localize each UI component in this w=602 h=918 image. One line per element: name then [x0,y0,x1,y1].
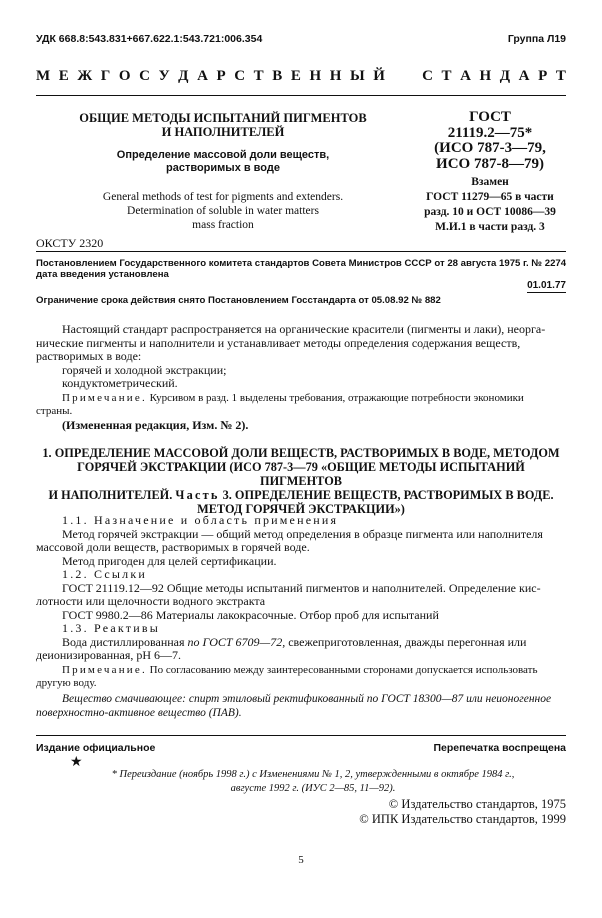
intro-paragraph [36,323,566,391]
gost-line3: (ИСО 787-3—79, [434,140,546,156]
gost-designation [414,110,566,172]
footer-rule [36,735,566,736]
section-1-2-line3: ГОСТ 9980.2—86 Материалы лакокрасочные. Отбор проб для испытаний [62,607,439,622]
banner-letter: Е [290,67,301,84]
banner-letter: А [197,67,208,84]
instead-line1: ГОСТ 11279—65 в части [426,191,554,203]
section-1-3-line2: деионизированная, pH 6—7. [36,648,182,662]
section-1-3-title: 1.3. Реактивы [62,621,160,635]
section-1-1-line1: Метод горячей экстракции — общий метод определения в образце пигмента или наполнителя [62,526,543,541]
banner-letter: Н [479,67,492,84]
intro-item-conductometric: кондуктометрический. [62,376,178,390]
intro-item-hot-cold: горячей и холодной экстракции; [62,362,227,377]
section-1-1-line2: массовой доли веществ, растворимых в горячей воде. [36,540,310,554]
banner-letter: Д [178,67,189,84]
group-code: Группа Л19 [507,33,566,45]
reprint-prohibited: Перепечатка воспрещена [433,742,566,754]
section1-heading-line3c: 3. ОПРЕДЕЛЕНИЕ ВЕЩЕСТВ, РАСТВОРИМЫХ В ВОДЕ. [219,488,554,502]
banner-letter: Д [499,67,511,84]
intro-line3: растворимых в воде: [36,349,142,363]
official-edition: Издание официальное [36,742,156,754]
title-sub [36,149,410,175]
gost-instead [414,175,566,235]
banner-letter: Г [100,67,111,84]
section-1-2 [36,568,566,622]
section-1-1 [36,514,566,568]
title-rule [36,251,566,252]
intro-line1: Настоящий стандарт распространяется на органические красители (пигменты и лаки), неорга- [62,322,546,336]
reissue-line1: * Переиздание (ноябрь 1998 г.) с Изменениями № 1, 2, утвержденными в октябре 1984 г., [111,769,515,780]
section1-heading-line2: ГОРЯЧЕЙ ЭКСТРАКЦИИ (ИСО 787-3—79 «ОБЩИЕ МЕТОДЫ ИСПЫТАНИЙ ПИГМЕНТОВ [77,460,525,488]
instead-line3: М.И.1 в части разд. 3 [435,221,545,233]
title-english [36,190,410,232]
wetting-agent-line2: поверхностно-активное вещество (ПАВ). [36,706,242,719]
interstate-standard-banner [36,66,566,86]
banner-letter: Т [253,67,264,84]
intro-note-label: Примечание. [62,392,147,404]
decree-text [36,258,572,280]
section-1-2-line2: лотности или щелочности водного экстракта [36,594,266,608]
title-en-line2: Determination of soluble in water matters [127,205,319,217]
decree-line1: Постановлением Государственного комитета стандартов Совета Министров СССР от 28 августа 1975 г. № 2274 [36,258,567,269]
gost-line2: 21119.2—75* [447,124,533,141]
header-rule [36,95,566,96]
banner-letter: У [158,67,170,84]
title-en-line1: General methods of test for pigments and extenders. [102,191,344,203]
validity-limit: Ограничение срока действия снято Постановлением Госстандарта от 05.08.92 № 882 [36,295,441,306]
banner-letter: Е [58,67,69,84]
intro-note [36,392,566,417]
banner-letter: Р [216,67,226,84]
section1-heading-line1: 1. ОПРЕДЕЛЕНИЕ МАССОВОЙ ДОЛИ ВЕЩЕСТВ, РАСТВОРИМЫХ В ВОДЕ, МЕТОДОМ [42,446,560,460]
copyright-1999: © ИПК Издательство стандартов, 1999 [359,812,566,826]
wetting-agent-line1: Вещество смачивающее: спирт этиловый ректификованный по ГОСТ 18300—87 или неионогенное [62,693,552,705]
banner-letter: А [460,67,471,84]
section-1-3-note-line2: другую воду. [36,676,97,689]
copyright-1975: © Издательство стандартов, 1975 [388,797,566,811]
reissue-line2: августе 1992 г. (ИУС 2—85, 11—92). [230,782,396,794]
section-1-3-water-desc: свежеприготовленная, дважды перегонная или [285,634,527,649]
title-main-line1: ОБЩИЕ МЕТОДЫ ИСПЫТАНИЙ ПИГМЕНТОВ [79,111,367,125]
banner-letter: Р [538,67,548,84]
udc-code: УДК 668.8:543.831+667.622.1:543.721:006.354 [36,33,263,45]
banner-letter: Ы [349,67,365,84]
gost-line4: ИСО 787-8—79) [436,155,544,172]
star-icon: ★ [70,755,83,770]
section-1-2-title: 1.2. Ссылки [62,567,147,581]
section-1-1-title: 1.1. Назначение и область применения [62,513,339,527]
title-main [36,111,410,139]
section-1-3-water: Вода дистиллированная [62,634,188,649]
section1-heading-line3a: И НАПОЛНИТЕЛЕЙ. [48,488,176,502]
banner-letter: Т [441,67,452,84]
instead-label: Взамен [471,176,509,188]
section1-heading-part: Часть [175,488,220,502]
title-en-line3: mass fraction [192,219,254,231]
banner-letter: Н [309,67,322,84]
section-1-3 [36,622,566,663]
banner-letter: С [234,67,246,84]
section-1-1-line3: Метод пригоден для целей сертификации. [62,553,277,568]
title-sub-line1: Определение массовой доли веществ, [116,149,330,161]
banner-letter: А [518,67,530,84]
wetting-agent [36,693,566,720]
section-1-3-gost-ref: по ГОСТ 6709—72, [187,634,286,649]
section-1-3-note-text: По согласованию между заинтересованными сторонами допускается использовать [146,664,538,676]
okstu-code: ОКСТУ 2320 [36,236,104,250]
intro-note-text: Курсивом в разд. 1 выделены требования, отражающие потребности экономики [146,392,524,404]
intro-note-line2: страны. [36,404,73,417]
page-number: 5 [298,854,304,866]
banner-letter: Й [373,67,385,84]
instead-line2: разд. 10 и ОСТ 10086—39 [424,206,556,218]
section-1-3-note [36,664,566,689]
banner-letter: М [36,67,51,84]
introduction-date: 01.01.77 [527,280,566,291]
banner-letter: С [422,67,433,84]
intro-edition: (Измененная редакция, Изм. № 2). [62,418,249,432]
title-main-line2: И НАПОЛНИТЕЛЕЙ [161,125,285,139]
banner-letter: В [272,67,283,84]
section-1-2-line1: ГОСТ 21119.12—92 Общие методы испытаний пигментов и наполнителей. Определение кис- [62,580,541,595]
copyright-block [359,797,566,827]
banner-letter: Ж [77,67,93,84]
intro-line2: нические пигменты и наполнители и устанавливает методы определения содержания веществ, [36,335,521,350]
section-1-3-note-label: Примечание. [62,664,147,676]
decree-line2: дата введения установлена [36,269,169,280]
reissue-note [60,768,566,795]
gost-line1: ГОСТ [469,109,511,125]
section1-heading [36,446,566,516]
banner-letter: О [118,67,131,84]
banner-letter: С [139,67,150,84]
banner-letter: Т [555,67,566,84]
banner-letter: Н [329,67,342,84]
title-sub-line2: растворимых в воде [166,162,280,174]
section1-heading-line4: МЕТОД ГОРЯЧЕЙ ЭКСТРАКЦИИ») [197,502,405,516]
